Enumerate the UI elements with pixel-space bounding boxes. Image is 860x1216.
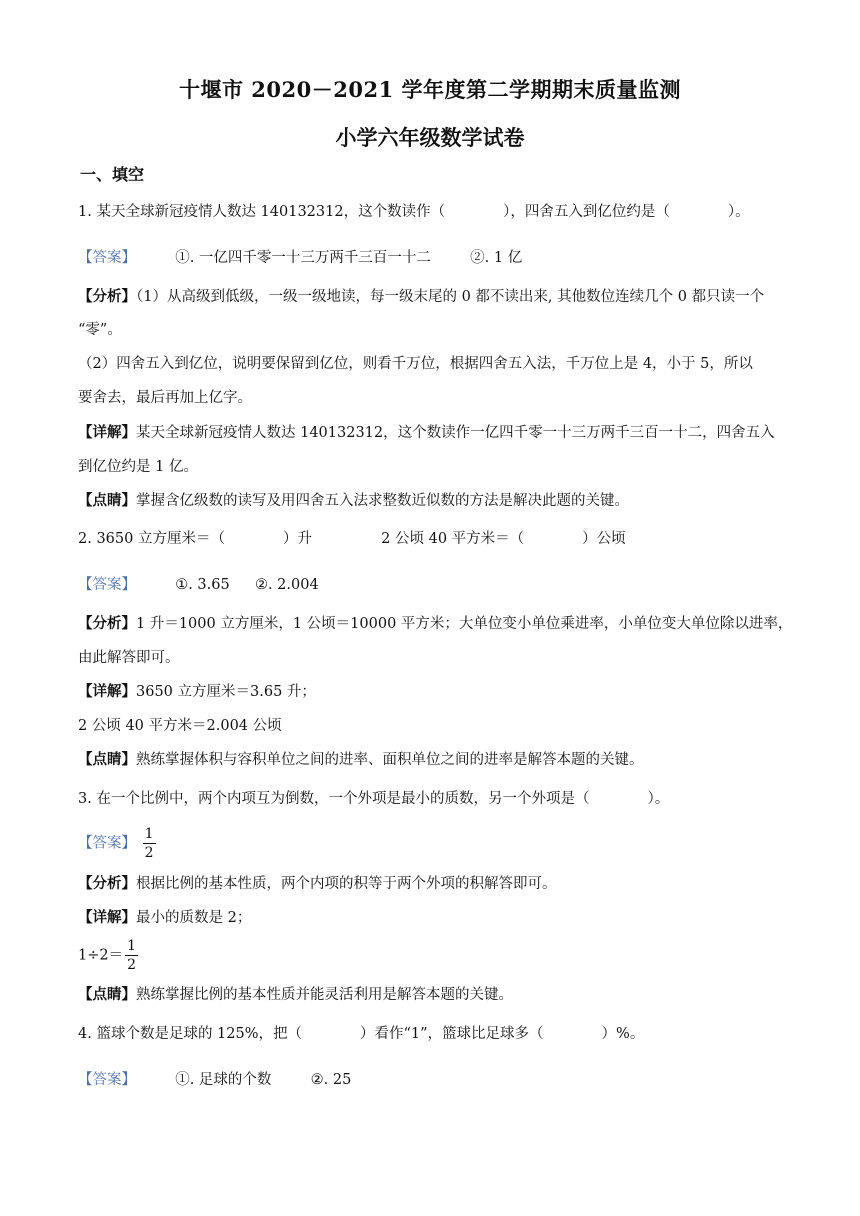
- comment-tag: 【点睛】: [78, 492, 136, 509]
- answer-1-part-1: ①. 一亿四千零一十三万两千三百一十二: [175, 250, 431, 266]
- comment-3-text: 熟练掌握比例的基本性质并能灵活利用是解答本题的关键。: [136, 987, 513, 1003]
- detail-2-text: 3650 立方厘米＝3.65 升；: [136, 684, 316, 700]
- detail-1-line-2: 到亿位约是 1 亿。: [78, 459, 198, 475]
- detail-3-line-1: [78, 908, 251, 928]
- comment-2: [78, 750, 644, 770]
- question-4: 4. 篮球个数是足球的 125%，把（ ）看作“1”，篮球比足球多（ ）%。: [78, 1026, 645, 1042]
- detail-tag: 【详解】: [78, 683, 136, 700]
- calc-expression: 1÷2＝: [78, 947, 124, 964]
- analysis-tag: 【分析】: [78, 875, 136, 892]
- question-2: [78, 529, 626, 549]
- detail-1-text: 某天全球新冠疫情人数达 140132312，这个数读作一亿四千零一十三万两千三百一十二，四舍五入: [136, 425, 775, 441]
- calc-fraction: [125, 938, 138, 973]
- detail-1-line-1: [78, 423, 775, 443]
- answer-3-row: [78, 826, 158, 861]
- detail-2-line-2: 2 公顷 40 平方米＝2.004 公顷: [78, 718, 282, 734]
- analysis-1-line-1: [78, 287, 764, 307]
- analysis-3-text: 根据比例的基本性质，两个内项的积等于两个外项的积解答即可。: [136, 876, 557, 892]
- comment-tag: 【点睛】: [78, 986, 136, 1003]
- detail-3-calc: [78, 938, 140, 973]
- fraction-numerator: 1: [127, 938, 137, 954]
- analysis-tag: 【分析】: [78, 615, 136, 632]
- detail-tag: 【详解】: [78, 424, 136, 441]
- analysis-tag: 【分析】: [78, 288, 136, 305]
- comment-1: [78, 491, 629, 511]
- question-1: 1. 某天全球新冠疫情人数达 140132312，这个数读作（ ），四舍五入到亿位约是（ ）。: [78, 204, 750, 220]
- answer-1-row: [78, 248, 522, 268]
- answer-tag: 【答案】: [78, 835, 136, 852]
- analysis-1-line-3: （2）四舍五入到亿位，说明要保留到亿位，则看千万位，根据四舍五入法，千万位上是 4，小于 5，所以: [78, 356, 753, 372]
- analysis-2-text: 1 升＝1000 立方厘米，1 公顷＝10000 平方米；大单位变小单位乘进率，小单位变大单位除以进率，: [136, 616, 793, 632]
- question-2-part-b: 2 公顷 40 平方米＝（ ）公顷: [381, 531, 626, 547]
- comment-3: [78, 985, 513, 1005]
- analysis-2-line-2: 由此解答即可。: [78, 650, 180, 666]
- answer-4-row: [78, 1070, 351, 1090]
- comment-tag: 【点睛】: [78, 751, 136, 768]
- answer-2-part-2: ②. 2.004: [254, 577, 319, 593]
- answer-2-part-1: ①. 3.65: [175, 577, 230, 593]
- question-2-part-a: 2. 3650 立方厘米＝（ ）升: [78, 531, 312, 547]
- fraction-denominator: 2: [144, 845, 154, 861]
- question-3: 3. 在一个比例中，两个内项互为倒数，一个外项是最小的质数，另一个外项是（ ）。: [78, 791, 670, 807]
- answer-tag: 【答案】: [78, 577, 136, 593]
- analysis-1-line-4: 要舍去，最后再加上亿字。: [78, 390, 252, 406]
- fraction-denominator: 2: [127, 957, 137, 973]
- document-title: 十堰市 2020－2021 学年度第二学期期末质量监测: [178, 77, 681, 102]
- fraction-numerator: 1: [144, 826, 154, 842]
- answer-4-part-1: ①. 足球的个数: [175, 1072, 272, 1088]
- analysis-2-line-1: [78, 614, 792, 634]
- answer-2-row: [78, 575, 319, 595]
- answer-tag: 【答案】: [78, 1072, 136, 1088]
- detail-tag: 【详解】: [78, 909, 136, 926]
- comment-2-text: 熟练掌握体积与容积单位之间的进率、面积单位之间的进率是解答本题的关键。: [136, 752, 644, 768]
- detail-2-line-1: [78, 682, 316, 702]
- comment-1-text: 掌握含亿级数的读写及用四舍五入法求整数近似数的方法是解决此题的关键。: [136, 493, 629, 509]
- detail-3-text: 最小的质数是 2；: [136, 910, 252, 926]
- analysis-1-text: （1）从高级到低级，一级一级地读，每一级末尾的 0 都不读出来, 其他数位连续几个 0 都只读一个: [136, 289, 765, 305]
- answer-4-part-2: ②. 25: [310, 1072, 352, 1088]
- answer-1-part-2: ②. 1 亿: [470, 250, 523, 266]
- answer-tag: 【答案】: [78, 250, 136, 266]
- analysis-3: [78, 874, 557, 894]
- document-subtitle: 小学六年级数学试卷: [335, 125, 525, 150]
- analysis-1-line-2: “零”。: [78, 322, 122, 338]
- answer-3-fraction: [143, 826, 156, 861]
- section-heading: 一、填空: [80, 165, 145, 184]
